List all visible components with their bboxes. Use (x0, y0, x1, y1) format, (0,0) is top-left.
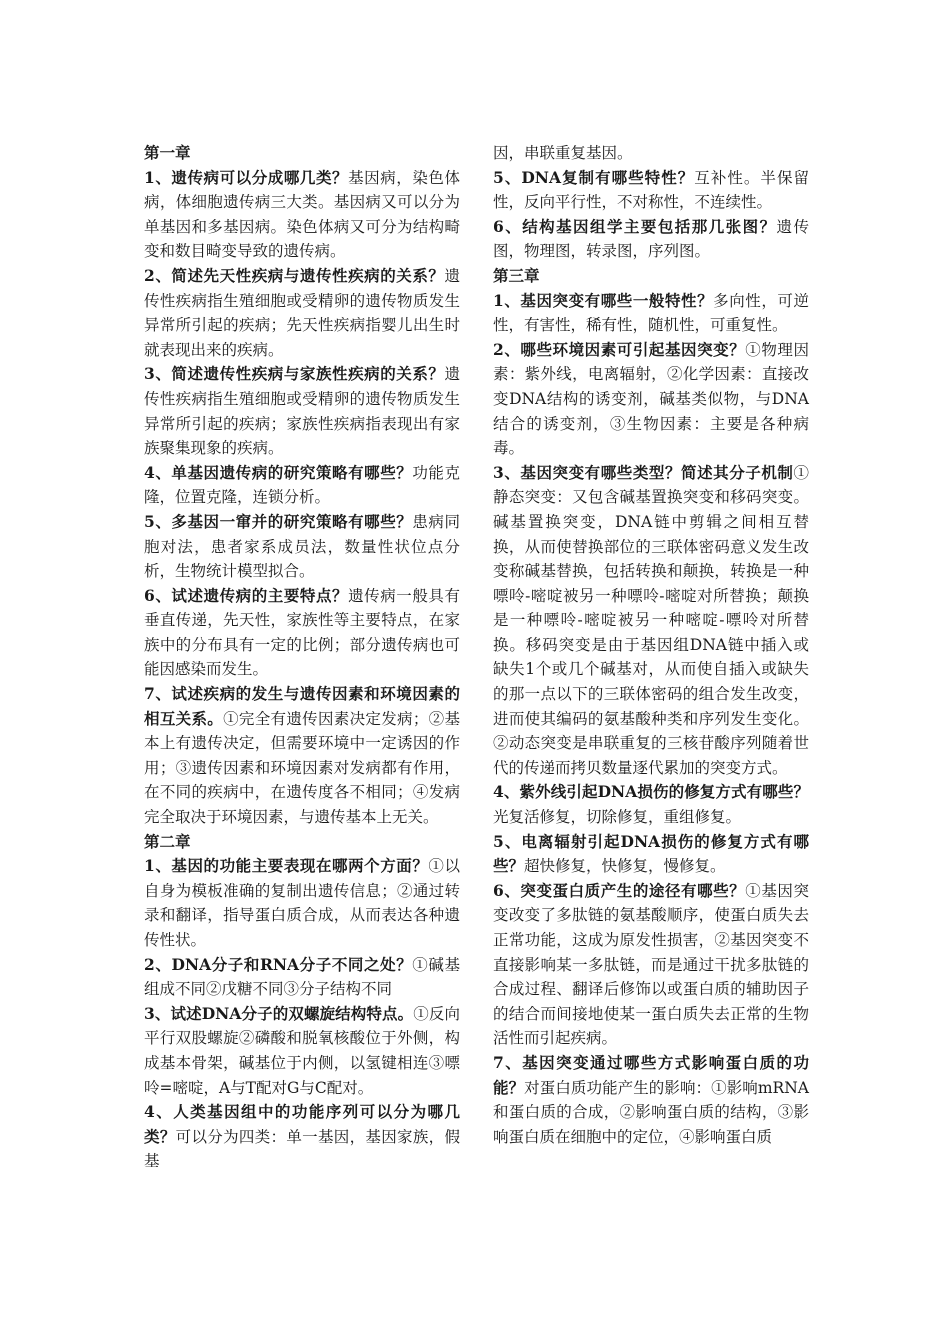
text-block: 因，串联重复基因。 (493, 144, 633, 162)
answer-text: 多向性，可逆性，有害性，稀有性，随机性，可重复性。 (493, 291, 809, 335)
answer-text: 互补性。半保留性，反向平行性，不对称性，不连续性。 (493, 168, 809, 212)
question-text: 5、多基因一窜并的研究策略有哪些？ (144, 511, 413, 531)
question-text: 2、DNA分子和RNA分子不同之处？ (144, 954, 413, 974)
question-text: 2、哪些环境因素可引起基因突变？ (493, 339, 746, 359)
question-text: 4、人类基因组中的功能序列可以分为哪几类？ (144, 1102, 460, 1146)
qa-item (144, 510, 460, 584)
question-text: 3、简述遗传性疾病与家族性疾病的关系？ (144, 364, 445, 384)
qa-item (144, 461, 460, 510)
answer-text: 患病同胞对法，患者家系成员法，数量性状位点分析，生物统计模型拟合。 (144, 512, 460, 581)
qa-item (144, 1100, 460, 1174)
qa-item (493, 289, 809, 338)
chapter-heading: 第三章 (493, 265, 540, 285)
chapter-heading: 第一章 (144, 143, 191, 162)
answer-text: ①完全有遗传因素决定发病；②基本上有遗传决定，但需要环境中一定诱因的作用；③遗传因素和环境因素对发病都有作用，在不同的疾病中，在遗传度各不相同；④发病完全取决于环境因素，与遗传基本上无关。 (144, 709, 460, 827)
qa-item (493, 830, 809, 879)
question-text: 3、基因突变有哪些类型？简述其分子机制 (493, 462, 794, 482)
question-text: 2、简述先天性疾病与遗传性疾病的关系？ (144, 265, 445, 285)
qa-item (144, 584, 460, 682)
answer-text: 功能克隆，位置克隆，连锁分析。 (144, 463, 460, 507)
answer-text: 遗传性疾病指生殖细胞或受精卵的遗传物质发生异常所引起的疾病；家族性疾病指表现出有家族聚集现象的疾病。 (144, 365, 460, 458)
answer-text: ①以自身为模板准确的复制出遗传信息；②通过转录和翻译，指导蛋白质合成，从而表达各种遗传性状。 (144, 857, 460, 949)
question-text: 5、电离辐射引起DNA损伤的修复方式有哪些？ (493, 831, 809, 876)
answer-text: 基因病，染色体病，体细胞遗传病三大类。基因病又可以分为单基因和多基因病。染色体病又可分为结构畸变和数目畸变导致的遗传病。 (144, 168, 460, 261)
question-text: 1、基因的功能主要表现在哪两个方面？ (144, 856, 429, 876)
qa-item (144, 682, 460, 830)
question-text: 6、结构基因组学主要包括那几张图？ (493, 216, 777, 236)
question-text: 4、单基因遗传病的研究策略有哪些？ (144, 462, 413, 482)
question-text: 7、试述疾病的发生与遗传因素和环境因素的相互关系。 (144, 684, 460, 728)
question-text: 5、DNA复制有哪些特性？ (493, 167, 695, 187)
question-text: 7、基因突变通过哪些方式影响蛋白质的功能？ (493, 1052, 809, 1097)
answer-text: ①静态突变：又包含碱基置换突变和移码突变。碱基置换突变，DNA链中剪辑之间相互替换，从而使替换部位的三联体密码意义发生改变称碱基替换，包括转换和颠换，转换是一种嘌呤-嘧啶被另一种嘌呤-嘧啶对所替换；颠换是一种嘌呤-嘧啶被另一种嘧啶-嘌呤对所替换。移码突变是由于基因组DNA链中插入或缺失1个或几个碱基对，从而使自插入或缺失的那一点以下的三联体密码的组合发生改变，进而使其编码的氨基酸种类和序列发生变化。②动态突变是串联重复的三核苷酸序列随着世代的传递而拷贝数量逐代累加的突变方式。 (493, 463, 809, 777)
answer-text: ①反向平行双股螺旋②磷酸和脱氧核酸位于外侧，构成基本骨架，碱基位于内侧，以氢键相连③嘌呤=嘧啶，A与T配对G与C配对。 (144, 1004, 460, 1097)
qa-item (144, 362, 460, 460)
qa-item (493, 780, 809, 829)
question-text: 6、试述遗传病的主要特点？ (144, 585, 349, 605)
left-column (144, 141, 460, 1174)
qa-item (493, 166, 809, 215)
answer-text: ①基因突变改变了多肽链的氨基酸顺序，使蛋白质失去正常功能，这成为原发性损害，②基因突变不直接影响某一多肽链，而是通过干扰多肽链的合成过程、翻译后修饰以或蛋白质的辅助因子的结合而间接地使某一蛋白质失去正常的生物活性而引起疾病。 (493, 881, 809, 1048)
qa-item (144, 1002, 460, 1100)
question-text: 6、突变蛋白质产生的途径有哪些？ (493, 880, 746, 900)
answer-text: 超快修复，快修复，慢修复。 (524, 857, 726, 876)
question-text: 3、试述DNA分子的双螺旋结构特点。 (144, 1003, 414, 1023)
qa-item (493, 461, 809, 781)
qa-item (144, 264, 460, 362)
answer-text: 可以分为四类：单一基因，基因家族，假基 (144, 1127, 460, 1171)
qa-item (493, 338, 809, 461)
answer-text: 遗传图，物理图，转录图，序列图。 (493, 217, 809, 261)
chapter-heading: 第二章 (144, 831, 191, 851)
answer-text: 光复活修复，切除修复，重组修复。 (493, 808, 742, 827)
qa-item (493, 879, 809, 1051)
question-text: 1、遗传病可以分成哪几类？ (144, 167, 349, 187)
question-text: 4、紫外线引起DNA损伤的修复方式有哪些？ (493, 782, 809, 802)
answer-text: ①碱基组成不同②戊糖不同③分子结构不同 (144, 955, 460, 999)
qa-item (493, 1051, 809, 1149)
qa-item (144, 854, 460, 952)
right-column (493, 141, 809, 1149)
answer-text: 遗传病一般具有垂直传递，先天性，家族性等主要特点，在家族中的分布具有一定的比例；部分遗传病也可能因感染而发生。 (144, 586, 460, 679)
question-text: 1、基因突变有哪些一般特性？ (493, 290, 714, 310)
answer-text: ①物理因素：紫外线，电离辐射，②化学因素：直接改变DNA结构的诱变剂，碱基类似物，与DNA结合的诱变剂，③生物因素：主要是各种病毒。 (493, 340, 809, 458)
qa-item (493, 215, 809, 264)
answer-text: 遗传性疾病指生殖细胞或受精卵的遗传物质发生异常所引起的疾病；先天性疾病指婴儿出生时就表现出来的疾病。 (144, 266, 460, 359)
qa-item (144, 166, 460, 264)
answer-text: 对蛋白质功能产生的影响：①影响mRNA和蛋白质的合成，②影响蛋白质的结构，③影响蛋白质在细胞中的定位，④影响蛋白质 (493, 1078, 809, 1146)
qa-item (144, 953, 460, 1002)
